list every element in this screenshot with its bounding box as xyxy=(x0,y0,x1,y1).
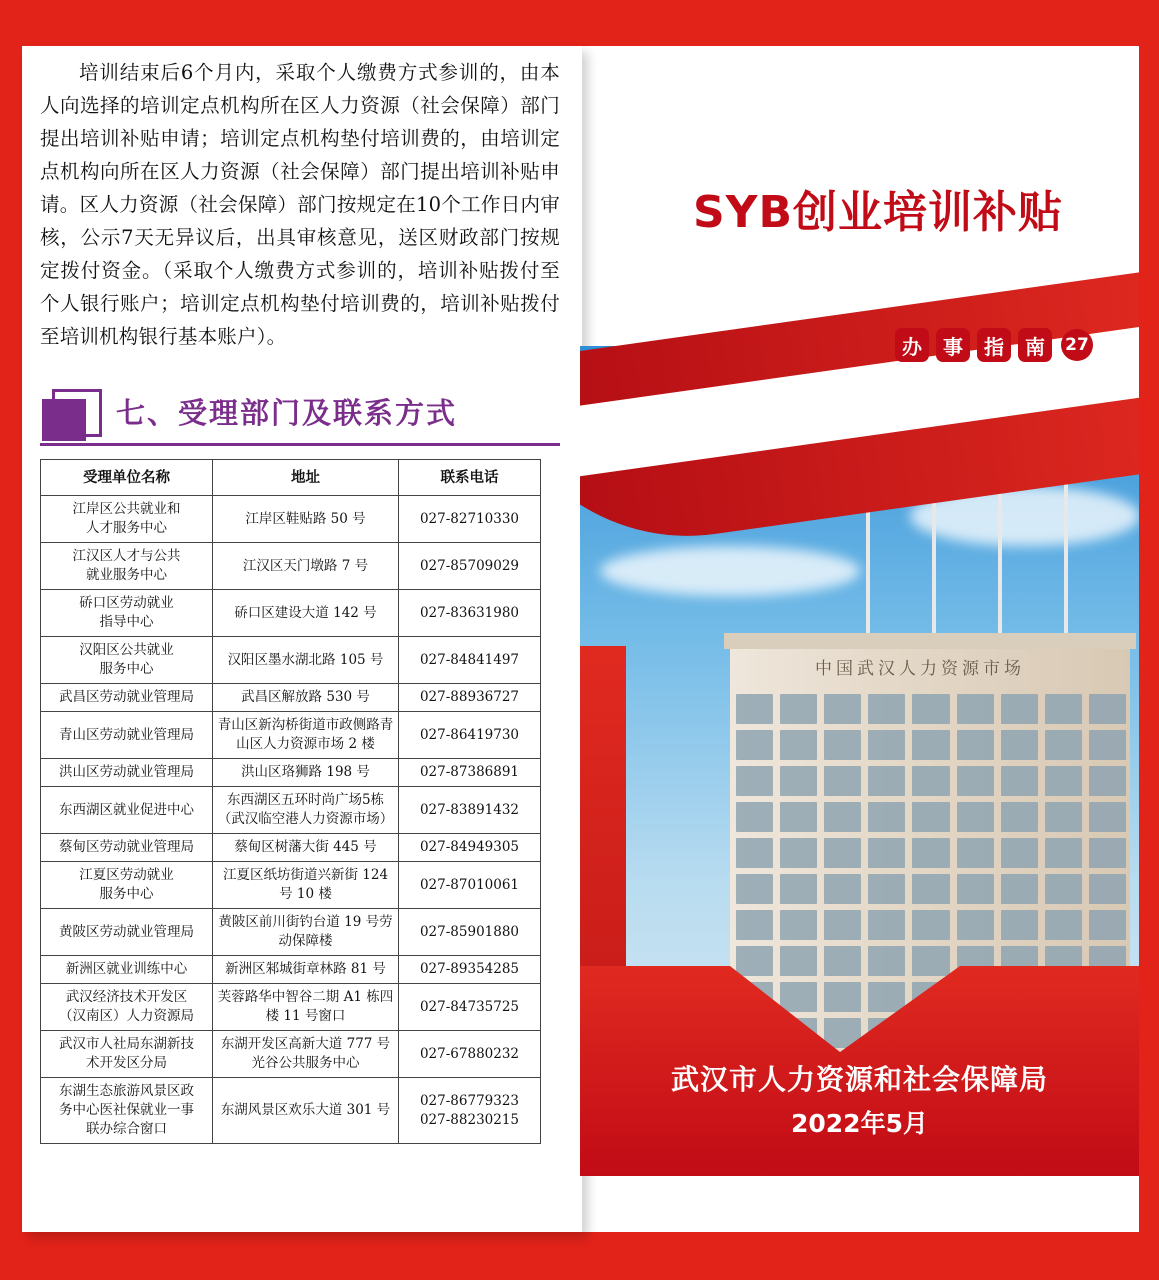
unit-name-cell: 黄陂区劳动就业管理局 xyxy=(41,909,213,956)
building-window xyxy=(780,946,817,976)
address-cell: 东湖风景区欢乐大道 301 号 xyxy=(213,1078,399,1144)
building-window xyxy=(1089,694,1126,724)
building-window xyxy=(824,838,861,868)
section-heading xyxy=(40,387,560,445)
unit-name-cell: 武汉市人社局东湖新技 术开发区分局 xyxy=(41,1031,213,1078)
building-window xyxy=(957,730,994,760)
left-column xyxy=(40,56,560,1144)
address-cell: 新洲区邾城街章林路 81 号 xyxy=(213,956,399,984)
guide-badge-char: 南 xyxy=(1018,328,1052,362)
unit-name-cell: 蔡甸区劳动就业管理局 xyxy=(41,834,213,862)
building-window xyxy=(868,766,905,796)
building-window xyxy=(912,766,949,796)
building-window xyxy=(780,910,817,940)
building-window xyxy=(957,910,994,940)
building-window xyxy=(912,838,949,868)
building-window xyxy=(1089,874,1126,904)
phone-cell: 027-89354285 xyxy=(399,956,541,984)
table-row xyxy=(41,787,541,834)
building-window xyxy=(824,946,861,976)
unit-name-cell: 江岸区公共就业和 人才服务中心 xyxy=(41,496,213,543)
guide-badge-number: 27 xyxy=(1061,329,1093,361)
page-title: SYB创业培训补贴 xyxy=(692,187,1064,238)
phone-cell: 027-88936727 xyxy=(399,684,541,712)
address-cell: 东湖开发区高新大道 777 号 光谷公共服务中心 xyxy=(213,1031,399,1078)
building-window xyxy=(780,802,817,832)
building-window xyxy=(1089,730,1126,760)
building-window xyxy=(1001,730,1038,760)
address-cell: 江岸区鞋贴路 50 号 xyxy=(213,496,399,543)
table-row xyxy=(41,1031,541,1078)
building-window xyxy=(1089,910,1126,940)
table-header-row xyxy=(41,460,541,496)
address-cell: 硚口区建设大道 142 号 xyxy=(213,590,399,637)
building-window xyxy=(957,766,994,796)
footer-organization: 武汉市人力资源和社会保障局 xyxy=(670,1063,1048,1096)
phone-cell: 027-83891432 xyxy=(399,787,541,834)
building-window xyxy=(780,982,817,1012)
table-header-cell: 地址 xyxy=(213,460,399,496)
guide-badge-char: 办 xyxy=(895,328,929,362)
guide-badge xyxy=(895,328,1093,362)
unit-name-cell: 武昌区劳动就业管理局 xyxy=(41,684,213,712)
building-window xyxy=(868,910,905,940)
building-window xyxy=(780,838,817,868)
building-window xyxy=(736,946,773,976)
building-window xyxy=(912,910,949,940)
building-window xyxy=(957,694,994,724)
unit-name-cell: 武汉经济技术开发区 （汉南区）人力资源局 xyxy=(41,984,213,1031)
building-window xyxy=(780,874,817,904)
address-cell: 蔡甸区树藩大街 445 号 xyxy=(213,834,399,862)
section-title: 七、受理部门及联系方式 xyxy=(116,396,458,430)
unit-name-cell: 硚口区劳动就业 指导中心 xyxy=(41,590,213,637)
address-cell: 东西湖区五环时尚广场5栋 （武汉临空港人力资源市场） xyxy=(213,787,399,834)
phone-cell: 027-84949305 xyxy=(399,834,541,862)
building-window xyxy=(1001,766,1038,796)
unit-name-cell: 洪山区劳动就业管理局 xyxy=(41,759,213,787)
building-window xyxy=(1001,910,1038,940)
page-frame-right xyxy=(1139,0,1159,1280)
table-row xyxy=(41,984,541,1031)
page-frame-left xyxy=(0,0,22,1280)
building-window xyxy=(736,730,773,760)
address-cell: 青山区新沟桥街道市政侧路青 山区人力资源市场 2 楼 xyxy=(213,712,399,759)
address-cell: 汉阳区墨水湖北路 105 号 xyxy=(213,637,399,684)
phone-cell: 027-67880232 xyxy=(399,1031,541,1078)
table-row xyxy=(41,712,541,759)
building-window xyxy=(1045,910,1082,940)
building-window xyxy=(1045,730,1082,760)
table-row xyxy=(41,590,541,637)
building-window xyxy=(824,766,861,796)
phone-cell: 027-85709029 xyxy=(399,543,541,590)
phone-cell: 027-82710330 xyxy=(399,496,541,543)
building-window xyxy=(912,802,949,832)
unit-name-cell: 江汉区人才与公共 就业服务中心 xyxy=(41,543,213,590)
phone-cell: 027-86779323 027-88230215 xyxy=(399,1078,541,1144)
phone-cell: 027-87010061 xyxy=(399,862,541,909)
building-window xyxy=(868,982,905,1012)
building-roof xyxy=(724,633,1136,649)
building-window xyxy=(824,694,861,724)
table-row xyxy=(41,496,541,543)
building-window xyxy=(957,874,994,904)
building-window xyxy=(736,838,773,868)
building-window xyxy=(736,802,773,832)
building-window xyxy=(957,838,994,868)
body-paragraph: 培训结束后6个月内，采取个人缴费方式参训的，由本人向选择的培训定点机构所在区人力资源（社会保障）部门提出培训补贴申请；培训定点机构垫付培训费的，由培训定点机构向所在区人力资源（社会保障）部门提出培训补贴申请。区人力资源（社会保障）部门按规定在10个工作日内审核，公示7天无异议后，出具审核意见，送区财政部门按规定拨付资金。（采取个人缴费方式参训的，培训补贴拨付至个人银行账户；培训定点机构垫付培训费的，培训补贴拨付至培训机构银行基本账户）。 xyxy=(40,61,560,348)
table-row xyxy=(41,684,541,712)
building-window xyxy=(780,730,817,760)
building-window xyxy=(824,802,861,832)
phone-cell: 027-85901880 xyxy=(399,909,541,956)
building-window xyxy=(912,874,949,904)
phone-cell: 027-84735725 xyxy=(399,984,541,1031)
address-cell: 江夏区纸坊街道兴新街 124 号 10 楼 xyxy=(213,862,399,909)
address-cell: 江汉区天门墩路 7 号 xyxy=(213,543,399,590)
building-window xyxy=(912,946,949,976)
right-column xyxy=(580,46,1139,1232)
phone-cell: 027-83631980 xyxy=(399,590,541,637)
unit-name-cell: 青山区劳动就业管理局 xyxy=(41,712,213,759)
table-row xyxy=(41,1078,541,1144)
building-window xyxy=(736,910,773,940)
building-window xyxy=(1001,802,1038,832)
page-frame-top xyxy=(0,0,1159,46)
table-row xyxy=(41,862,541,909)
building-window xyxy=(868,874,905,904)
contact-table xyxy=(40,459,541,1144)
building-window xyxy=(1001,838,1038,868)
phone-cell: 027-86419730 xyxy=(399,712,541,759)
building-window xyxy=(1045,694,1082,724)
building-window xyxy=(868,730,905,760)
unit-name-cell: 新洲区就业训练中心 xyxy=(41,956,213,984)
decor-square-filled-icon xyxy=(42,399,86,441)
table-row xyxy=(41,956,541,984)
unit-name-cell: 汉阳区公共就业 服务中心 xyxy=(41,637,213,684)
building-window xyxy=(736,694,773,724)
address-cell: 黄陂区前川街钓台道 19 号劳 动保障楼 xyxy=(213,909,399,956)
table-row xyxy=(41,543,541,590)
building-window xyxy=(868,838,905,868)
address-cell: 芙蓉路华中智谷二期 A1 栋四 楼 11 号窗口 xyxy=(213,984,399,1031)
building-window xyxy=(1045,766,1082,796)
building-window xyxy=(868,802,905,832)
building-window xyxy=(824,730,861,760)
unit-name-cell: 江夏区劳动就业 服务中心 xyxy=(41,862,213,909)
building-window xyxy=(868,694,905,724)
guide-badge-char: 指 xyxy=(977,328,1011,362)
unit-name-cell: 东湖生态旅游风景区政 务中心医社保就业一事 联办综合窗口 xyxy=(41,1078,213,1144)
unit-name-cell: 东西湖区就业促进中心 xyxy=(41,787,213,834)
building-window xyxy=(1045,874,1082,904)
address-cell: 洪山区珞狮路 198 号 xyxy=(213,759,399,787)
building-window xyxy=(824,874,861,904)
table-row xyxy=(41,637,541,684)
building-sign: 中国武汉人力资源市场 xyxy=(815,659,1025,679)
building-window xyxy=(1001,694,1038,724)
building-window xyxy=(824,982,861,1012)
building-window xyxy=(912,730,949,760)
table-row xyxy=(41,909,541,956)
building-window xyxy=(1089,802,1126,832)
phone-cell: 027-87386891 xyxy=(399,759,541,787)
building-window xyxy=(1045,838,1082,868)
address-cell: 武昌区解放路 530 号 xyxy=(213,684,399,712)
building-window xyxy=(736,766,773,796)
phone-cell: 027-84841497 xyxy=(399,637,541,684)
table-row xyxy=(41,834,541,862)
guide-badge-char: 事 xyxy=(936,328,970,362)
building-window xyxy=(1089,838,1126,868)
building-window xyxy=(868,946,905,976)
building-window xyxy=(1089,766,1126,796)
table-row xyxy=(41,759,541,787)
page-frame-bottom xyxy=(0,1232,1159,1280)
building-window xyxy=(1001,874,1038,904)
section-divider xyxy=(40,443,560,446)
table-header-cell: 联系电话 xyxy=(399,460,541,496)
building-window xyxy=(912,694,949,724)
building-window xyxy=(780,694,817,724)
building-window xyxy=(824,910,861,940)
building-window xyxy=(780,766,817,796)
footer-date: 2022年5月 xyxy=(791,1109,928,1138)
building-window xyxy=(1045,802,1082,832)
building-window xyxy=(736,874,773,904)
cloud-shape xyxy=(600,546,860,596)
table-header-cell: 受理单位名称 xyxy=(41,460,213,496)
building-window xyxy=(957,802,994,832)
